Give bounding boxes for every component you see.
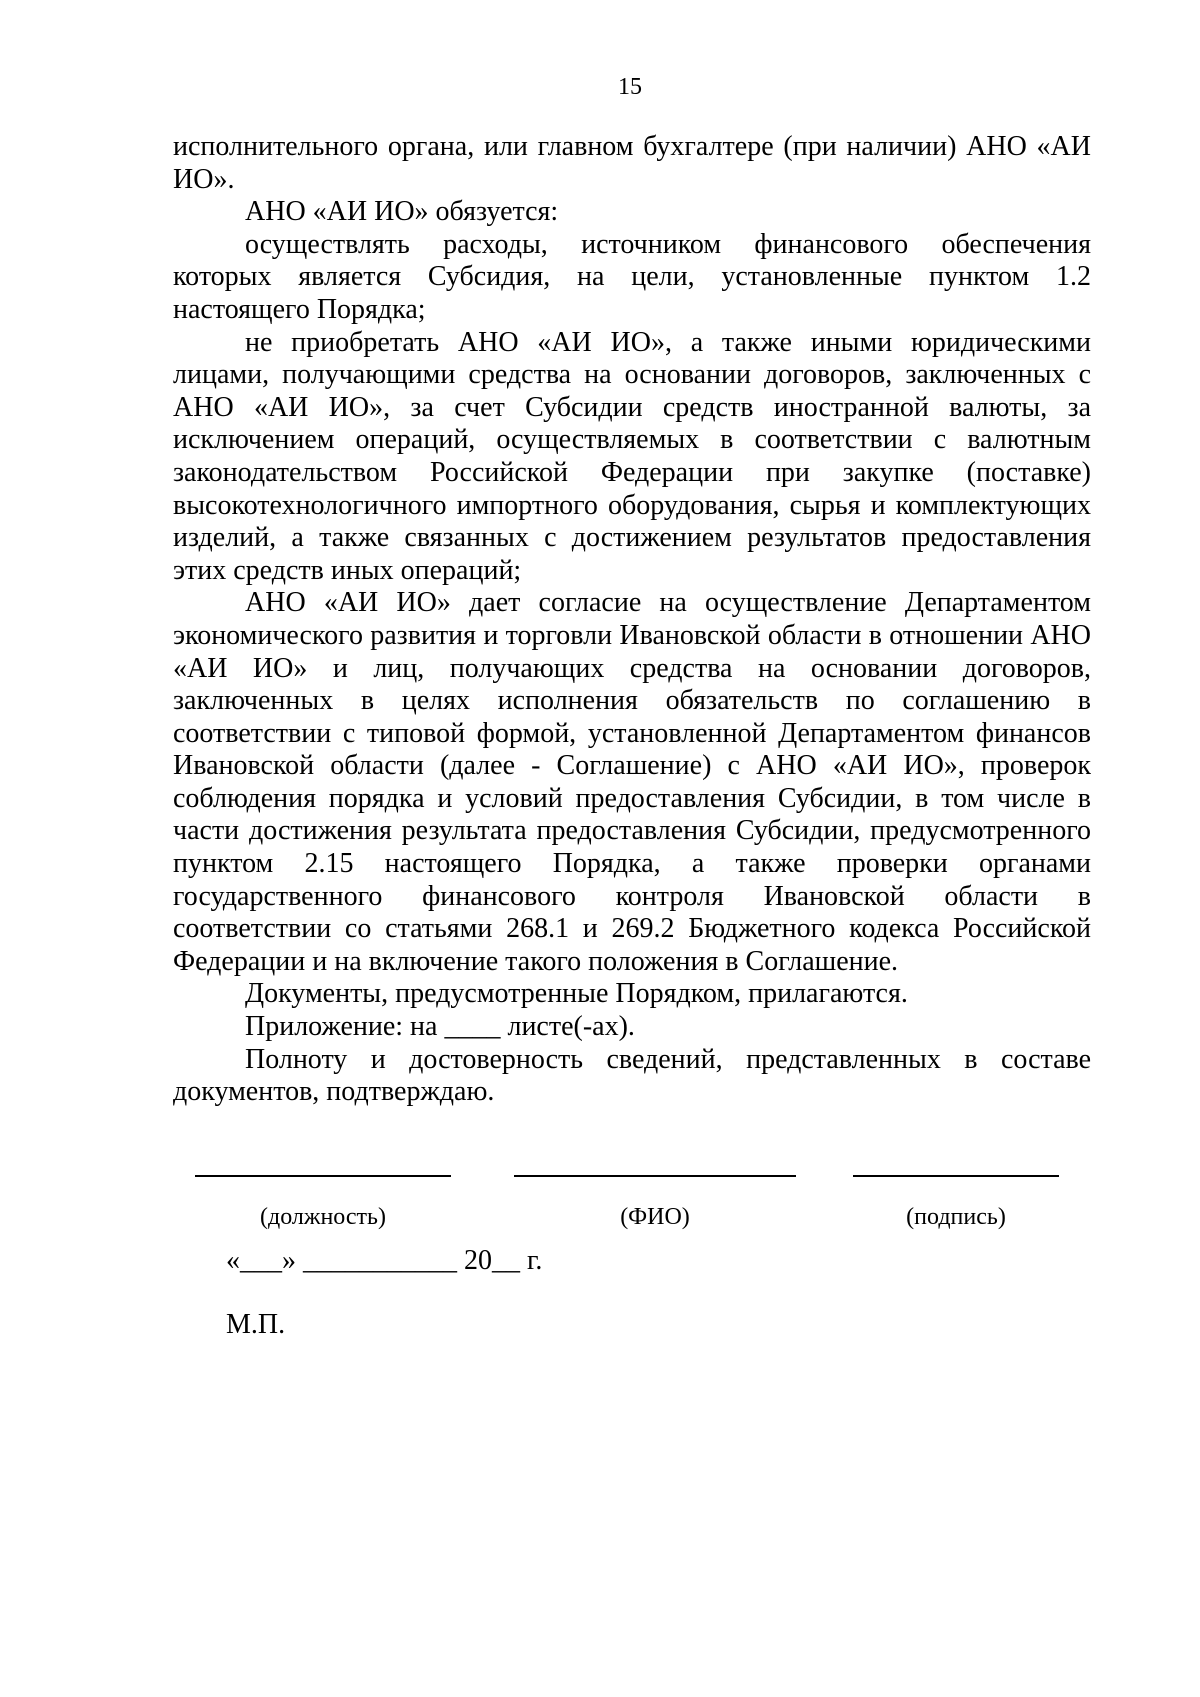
- paragraph-continuation: исполнительного органа, или главном бухгалтере (при наличии) АНО «АИ ИО».: [173, 131, 1091, 195]
- paragraph-obligations-intro: АНО «АИ ИО» обязуется:: [245, 196, 559, 228]
- signature-line: [853, 1175, 1059, 1177]
- position-caption: (должность): [260, 1204, 386, 1230]
- date-line: «___» ___________ 20__ г.: [226, 1245, 543, 1276]
- position-signature-line: [195, 1175, 451, 1177]
- paragraph-consent-inspections: АНО «АИ ИО» дает согласие на осуществление Департаментом экономического развития и торговли Ивановской области в отношении АНО «АИ ИО» и лиц, получающих средства на основании договоров, заключенных в целях исполнения обязательств по соглашению в соответствии с типовой формой, установленной Департаментом финансов Ивановской области (далее - Соглашение) с АНО «АИ ИО», проверок соблюдения порядка и условий предоставления Субсидии, в том числе в части достижения результата предоставления Субсидии, предусмотренного пунктом 2.15 настоящего Порядка, а также проверки органами государственного финансового контроля Ивановской области в соответствии со статьями 268.1 и 269.2 Бюджетного кодекса Российской Федерации и на включение такого положения в Соглашение.: [173, 587, 1091, 977]
- paragraph-foreign-currency: не приобретать АНО «АИ ИО», а также иными юридическими лицами, получающими средства на основании договоров, заключенных с АНО «АИ ИО», за счет Субсидии средств иностранной валюты, за исключением операций, осуществляемых в соответствии с валютным законодательством Российской Федерации при закупке (поставке) высокотехнологичного импортного оборудования, сырья и комплектующих изделий, а также связанных с достижением результатов предоставления этих средств иных операций;: [173, 326, 1091, 586]
- name-caption: (ФИО): [620, 1204, 690, 1230]
- document-body: [173, 131, 1091, 1109]
- paragraph-appendix: Приложение: на ____ листе(-ах).: [245, 1011, 635, 1043]
- paragraph-expenses: осуществлять расходы, источником финансового обеспечения которых является Субсидия, на цели, установленные пунктом 1.2 настоящего Порядка;: [173, 228, 1091, 325]
- name-signature-line: [514, 1175, 796, 1177]
- paragraph-confirmation: Полноту и достоверность сведений, представленных в составе документов, подтверждаю.: [173, 1043, 1091, 1108]
- signature-caption: (подпись): [906, 1204, 1006, 1230]
- paragraph-documents-attached: Документы, предусмотренные Порядком, прилагаются.: [245, 978, 908, 1010]
- stamp-place: М.П.: [226, 1309, 286, 1340]
- page-number: 15: [618, 74, 642, 100]
